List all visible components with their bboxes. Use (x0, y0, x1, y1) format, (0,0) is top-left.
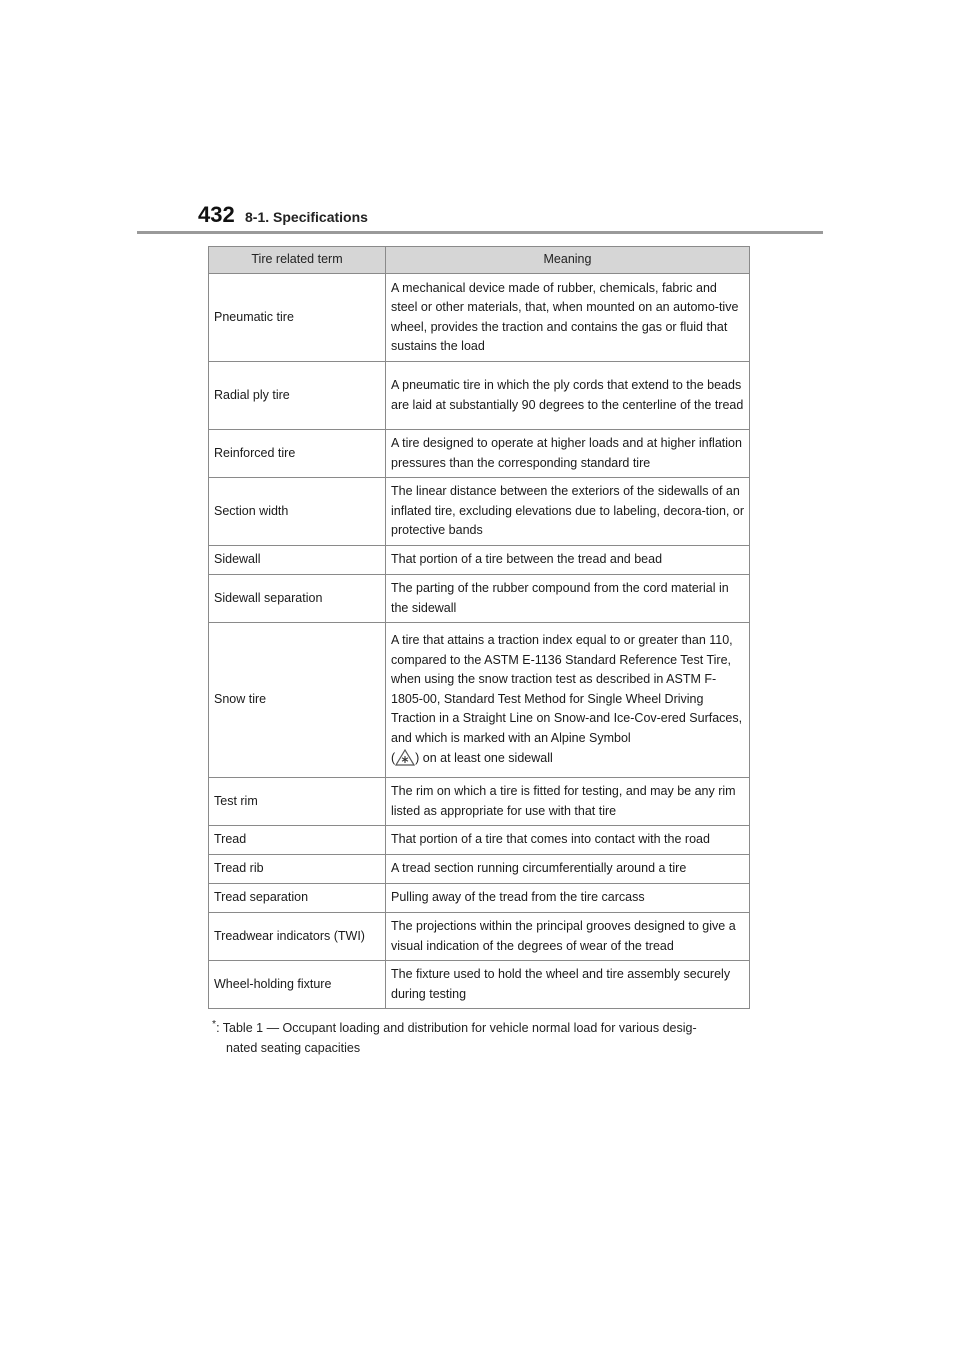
meaning-tail-open: ( (391, 751, 396, 766)
table-row (209, 913, 750, 961)
table-row (209, 546, 750, 575)
section-title: 8-1. Specifications (245, 209, 368, 225)
meaning-cell: The projections within the principal grooves designed to give a visual indication of the degrees of wear of the tread (386, 913, 750, 961)
mountain-snowflake-icon (395, 748, 415, 766)
tire-terms-table (208, 246, 750, 1009)
table-row (209, 826, 750, 855)
meaning-cell: A pneumatic tire in which the ply cords that extend to the beads are laid at substantially 90 degrees to the centerline of the tread (386, 362, 750, 430)
meaning-cell: A mechanical device made of rubber, chemicals, fabric and steel or other materials, that, when mounted on an automo-tive wheel, provides the traction and contains the gas or fluid that sustains the load (386, 274, 750, 362)
term-cell: Sidewall separation (209, 575, 386, 623)
meaning-cell: The rim on which a tire is fitted for testing, and may be any rim listed as appropriate for use with that tire (386, 778, 750, 826)
term-cell: Treadwear indicators (TWI) (209, 913, 386, 961)
table-row (209, 478, 750, 546)
table-row (209, 362, 750, 430)
table-row (209, 430, 750, 478)
column-header-meaning: Meaning (386, 247, 750, 274)
term-cell: Tread separation (209, 884, 386, 913)
meaning-cell: The fixture used to hold the wheel and tire assembly securely during testing (386, 961, 750, 1009)
term-cell: Snow tire (209, 623, 386, 778)
meaning-cell: A tire designed to operate at higher loads and at higher inflation pressures than the corresponding standard tire (386, 430, 750, 478)
footnote-line-2: nated seating capacities (226, 1040, 361, 1055)
meaning-text: A tire that attains a traction index equal to or greater than 110, compared to the ASTM E-1136 Standard Reference Test Tire, when using the snow traction test as described in ASTM F-1805-00, Standard Test Method for Single Wheel Driving Traction in a Straight Line on Snow-and Ice-Cov-ered Surfaces, and which is marked with an Alpine Symbol (391, 633, 743, 745)
meaning-cell: A tread section running circumferentially around a tire (386, 855, 750, 884)
table-row (209, 778, 750, 826)
table-row (209, 855, 750, 884)
table-row (209, 274, 750, 362)
table-row (209, 575, 750, 623)
meaning-cell: That portion of a tire between the tread and bead (386, 546, 750, 575)
meaning-cell: That portion of a tire that comes into contact with the road (386, 826, 750, 855)
term-cell: Radial ply tire (209, 362, 386, 430)
table-header-row (209, 247, 750, 274)
table-row (209, 884, 750, 913)
page-number: 432 (198, 202, 235, 227)
term-cell: Reinforced tire (209, 430, 386, 478)
term-cell: Test rim (209, 778, 386, 826)
term-cell: Sidewall (209, 546, 386, 575)
term-cell: Section width (209, 478, 386, 546)
header-divider (137, 231, 823, 234)
term-cell: Pneumatic tire (209, 274, 386, 362)
term-cell: Wheel-holding fixture (209, 961, 386, 1009)
meaning-cell (386, 623, 750, 778)
meaning-cell: Pulling away of the tread from the tire carcass (386, 884, 750, 913)
term-cell: Tread (209, 826, 386, 855)
column-header-term: Tire related term (209, 247, 386, 274)
footnote-marker: * (212, 1019, 217, 1030)
footnote-line-1: : Table 1 — Occupant loading and distribution for vehicle normal load for various desig- (216, 1021, 697, 1036)
meaning-cell: The parting of the rubber compound from the cord material in the sidewall (386, 575, 750, 623)
term-cell: Tread rib (209, 855, 386, 884)
meaning-tail-close: ) on at least one sidewall (415, 751, 553, 766)
footnote (212, 1015, 752, 1058)
meaning-cell: The linear distance between the exteriors of the sidewalls of an inflated tire, excluding elevations due to labeling, decora-tion, or protective bands (386, 478, 750, 546)
table-row (209, 623, 750, 778)
table-row (209, 961, 750, 1009)
